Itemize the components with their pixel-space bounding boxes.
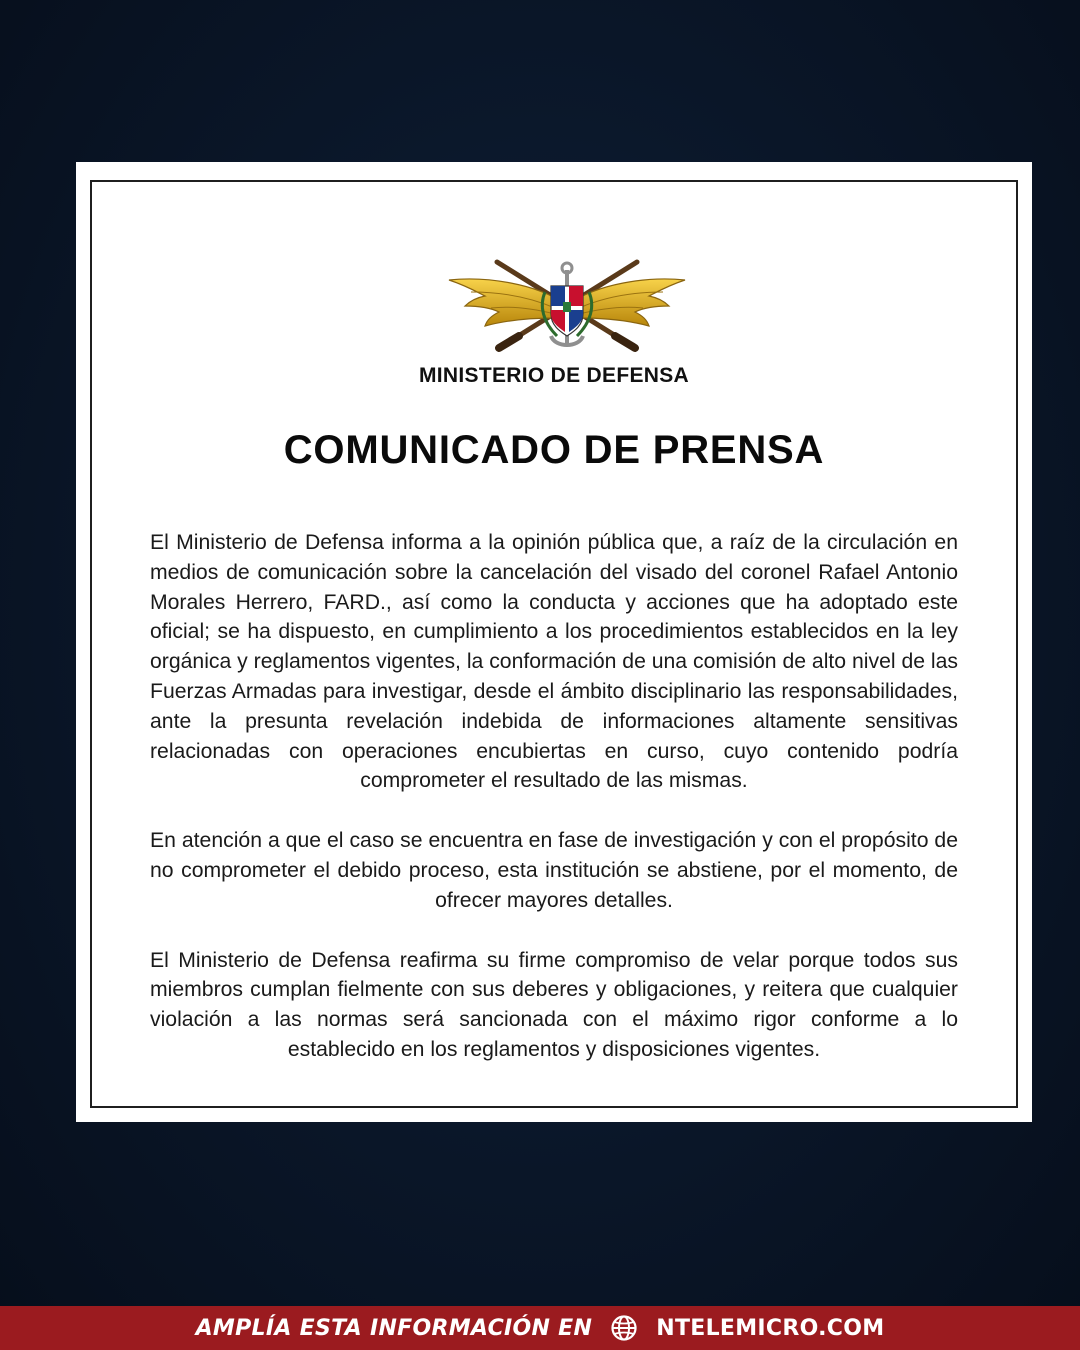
paragraph-1: El Ministerio de Defensa informa a la opinión pública que, a raíz de la circulación en medios de comunicación sobre la cancelación del visado del coronel Rafael Antonio Morales Herrero, FARD., así como la conducta y acciones que ha adoptado este oficial; se ha dispuesto, en cumplimiento a los procedimientos establecidos en la ley orgánica y reglamentos vigentes, la conformación de una comisión de alto nivel de las Fuerzas Armadas para investigar, desde el ámbito disciplinario las responsabilidades, ante la presunta revelación indebida de informaciones altamente sensitivas relacionadas con operaciones encubiertas en curso, cuyo contenido podría comprometer el resultado de las mismas. [150,531,958,793]
ministry-emblem-icon [447,256,687,356]
paragraph-3: El Ministerio de Defensa reafirma su firme compromiso de velar porque todos sus miembros cumplan fielmente con sus deberes y obligaciones, y reitera que cualquier violación a las normas será sancionada con el máximo rigor conforme a lo establecido en los reglamentos y disposiciones vigentes. [150,948,958,1061]
document-title: COMUNICADO DE PRENSA [283,428,825,472]
footer-site-link[interactable]: NTELEMICRO.COM [656,1315,885,1341]
footer-banner[interactable] [0,1306,1080,1350]
document-border [90,180,1018,1108]
press-release-sheet [76,162,1032,1122]
document-body [150,528,958,1095]
globe-icon [610,1314,638,1342]
paragraph-2: En atención a que el caso se encuentra en fase de investigación y con el propósito de no comprometer el debido proceso, esta institución se abstiene, por el momento, de ofrecer mayores detalles. [150,829,958,912]
footer-cta-text: AMPLÍA ESTA INFORMACIÓN EN [195,1315,593,1341]
ministry-name: MINISTERIO DE DEFENSA [419,364,689,387]
